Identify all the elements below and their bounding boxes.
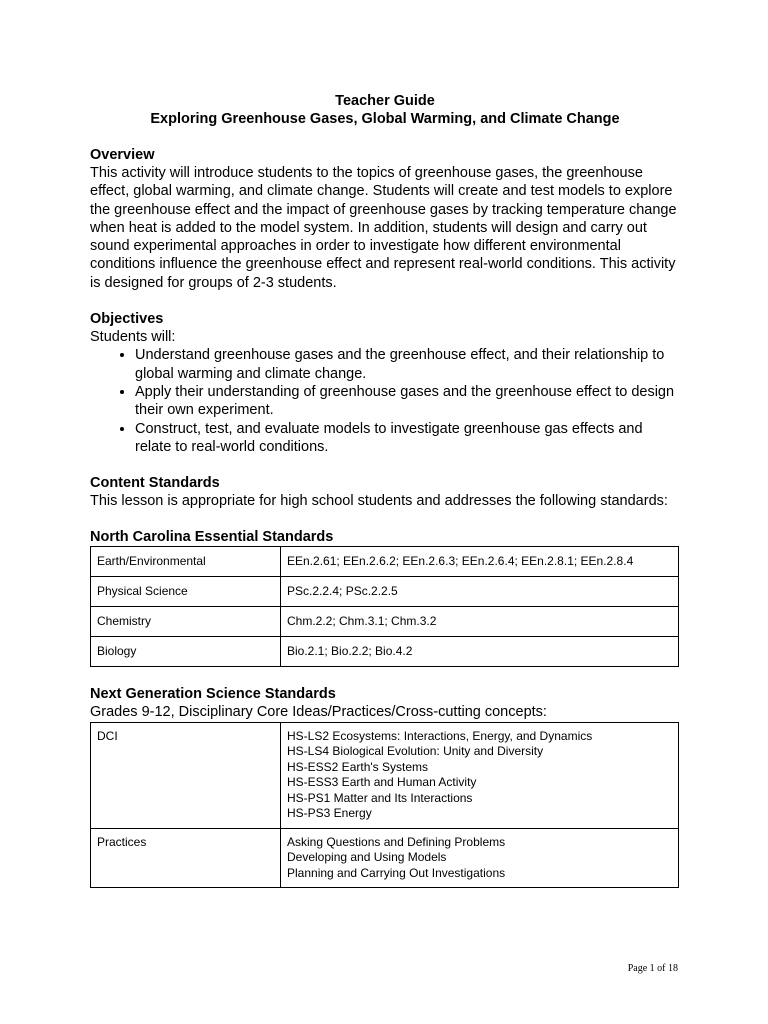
table-row — [91, 637, 679, 667]
subject-cell: Chemistry — [91, 607, 281, 637]
table-row — [91, 828, 679, 888]
objective-item: • Understand greenhouse gases and the greenhouse effect, and their relationship to global warming and climate change. — [135, 346, 680, 383]
table-row — [91, 607, 679, 637]
document-title: Teacher Guide — [335, 93, 435, 109]
document-subtitle: Exploring Greenhouse Gases, Global Warming, and Climate Change — [150, 111, 620, 127]
table-row — [91, 577, 679, 607]
objective-item: • Construct, test, and evaluate models to investigate greenhouse gas effects and relate to real-world conditions. — [135, 420, 680, 457]
document-page — [90, 92, 680, 888]
ngss-subheading: Grades 9-12, Disciplinary Core Ideas/Practices/Cross-cutting concepts: — [90, 704, 547, 721]
practice-item: Asking Questions and Defining Problems — [287, 834, 506, 849]
table-row — [91, 547, 679, 577]
objectives-list — [90, 346, 680, 456]
dci-items-cell — [281, 722, 679, 828]
codes-cell: Chm.2.2; Chm.3.1; Chm.3.2 — [281, 607, 679, 637]
practices-items-cell — [281, 828, 679, 888]
subject-cell: Biology — [91, 637, 281, 667]
practices-label-cell: Practices — [91, 828, 281, 888]
dci-item: HS-LS2 Ecosystems: Interactions, Energy, and Dynamics — [287, 728, 593, 743]
objectives-intro: Students will: — [90, 329, 176, 346]
objectives-heading: Objectives — [90, 311, 164, 328]
content-standards-heading: Content Standards — [90, 475, 220, 492]
dci-item: HS-PS3 Energy — [287, 806, 372, 821]
page-number: Page 1 of 18 — [627, 963, 678, 974]
practice-item: Planning and Carrying Out Investigations — [287, 865, 506, 880]
dci-item: HS-ESS3 Earth and Human Activity — [287, 775, 477, 790]
codes-cell: EEn.2.61; EEn.2.6.2; EEn.2.6.3; EEn.2.6.4; EEn.2.8.1; EEn.2.8.4 — [281, 547, 679, 577]
codes-cell: Bio.2.1; Bio.2.2; Bio.4.2 — [281, 637, 679, 667]
dci-item: HS-PS1 Matter and Its Interactions — [287, 790, 473, 805]
dci-label-cell: DCI — [91, 722, 281, 828]
objective-item: • Apply their understanding of greenhouse gases and the greenhouse effect to design their own experiment. — [135, 383, 680, 420]
practice-item: Developing and Using Models — [287, 850, 447, 865]
overview-heading: Overview — [90, 147, 155, 163]
subject-cell: Earth/Environmental — [91, 547, 281, 577]
ngss-heading: Next Generation Science Standards — [90, 686, 336, 703]
dci-item: HS-LS4 Biological Evolution: Unity and Diversity — [287, 744, 544, 759]
nc-standards-table — [90, 546, 679, 667]
dci-item: HS-ESS2 Earth's Systems — [287, 759, 428, 774]
nc-standards-heading: North Carolina Essential Standards — [90, 529, 334, 546]
content-standards-text: This lesson is appropriate for high school students and addresses the following standards: — [90, 493, 668, 510]
ngss-table — [90, 722, 679, 889]
table-row — [91, 722, 679, 828]
codes-cell: PSc.2.2.4; PSc.2.2.5 — [281, 577, 679, 607]
overview-text: This activity will introduce students to the topics of greenhouse gases, the greenhouse effect, global warming, and climate change. Students will create and test models to explore the greenhouse effect and the impact of greenhouse gases by tracking temperature change when heat is added to the model system. In addition, students will design and carry out sound experimental approaches in order to investigate how different environmental conditions influence the greenhouse effect and represent real-world conditions. This activity is designed for groups of 2-3 students. — [90, 165, 677, 291]
subject-cell: Physical Science — [91, 577, 281, 607]
